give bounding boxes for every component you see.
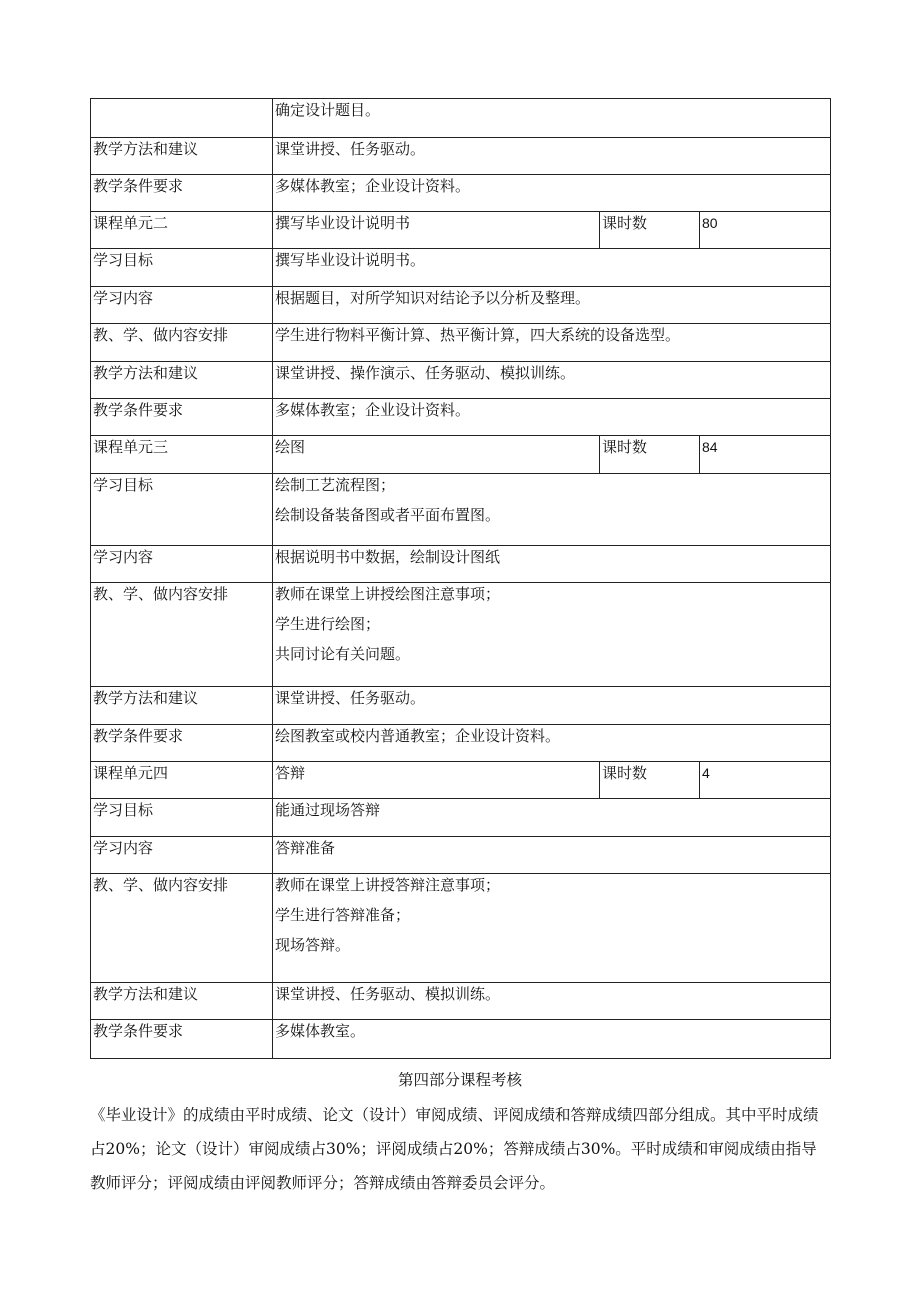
row-label: 教学条件要求	[91, 1020, 273, 1059]
row-label: 教学方法和建议	[91, 687, 273, 725]
row-label: 教学方法和建议	[91, 362, 273, 399]
row-content: 撰写毕业设计说明书。	[273, 249, 831, 287]
table-row	[91, 436, 831, 474]
table-row	[91, 175, 831, 212]
row-label: 教、学、做内容安排	[91, 874, 273, 983]
content-line: 学生进行绘图；	[275, 615, 381, 633]
table-row	[91, 138, 831, 175]
row-label	[91, 99, 273, 138]
table-row	[91, 874, 831, 983]
row-label: 教学方法和建议	[91, 983, 273, 1020]
row-label: 学习内容	[91, 287, 273, 324]
row-label: 教学条件要求	[91, 725, 273, 762]
table-row	[91, 1020, 831, 1059]
table-row	[91, 362, 831, 399]
unit-title: 课程单元四	[91, 762, 273, 799]
row-content	[273, 474, 831, 546]
table-row	[91, 249, 831, 287]
row-label: 教学方法和建议	[91, 138, 273, 175]
row-content: 确定设计题目。	[273, 99, 831, 138]
table-row	[91, 725, 831, 762]
unit-title: 课程单元二	[91, 212, 273, 249]
table-row	[91, 583, 831, 687]
table-row	[91, 99, 831, 138]
row-content: 课堂讲授、操作演示、任务驱动、模拟训练。	[273, 362, 831, 399]
table-row	[91, 837, 831, 874]
row-content: 根据题目，对所学知识对结论予以分析及整理。	[273, 287, 831, 324]
unit-title: 课程单元三	[91, 436, 273, 474]
row-content: 多媒体教室；企业设计资料。	[273, 399, 831, 436]
table-row	[91, 474, 831, 546]
row-label: 教学条件要求	[91, 175, 273, 212]
hours-value: 84	[700, 436, 831, 474]
row-content: 多媒体教室。	[273, 1020, 831, 1059]
table-row	[91, 324, 831, 362]
row-content: 课堂讲授、任务驱动。	[273, 687, 831, 725]
row-label: 教学条件要求	[91, 399, 273, 436]
row-label: 学习内容	[91, 546, 273, 583]
table-row	[91, 762, 831, 799]
row-content: 绘图教室或校内普通教室；企业设计资料。	[273, 725, 831, 762]
row-label: 学习内容	[91, 837, 273, 874]
content-line: 学生进行答辩准备；	[275, 906, 411, 924]
unit-name: 绘图	[273, 436, 600, 474]
content-line: 教师在课堂上讲授绘图注意事项；	[275, 585, 501, 603]
hours-label: 课时数	[600, 762, 700, 799]
hours-value: 80	[700, 212, 831, 249]
content-line: 绘制设备装备图或者平面布置图。	[275, 506, 501, 524]
course-table	[90, 98, 831, 1059]
row-content: 学生进行物料平衡计算、热平衡计算，四大系统的设备选型。	[273, 324, 831, 362]
row-label: 教、学、做内容安排	[91, 324, 273, 362]
content-line: 现场答辩。	[275, 936, 351, 954]
table-row	[91, 983, 831, 1020]
row-content: 能通过现场答辩	[273, 799, 831, 837]
assessment-paragraph: 《毕业设计》的成绩由平时成绩、论文（设计）审阅成绩、评阅成绩和答辩成绩四部分组成。其中平时成绩占20%；论文（设计）审阅成绩占30%；评阅成绩占20%；答辩成绩占30%。平时成绩和审阅成绩由指导教师评分；评阅成绩由评阅教师评分；答辩成绩由答辩委员会评分。	[90, 1106, 819, 1192]
content-line: 绘制工艺流程图；	[275, 476, 396, 494]
row-label: 学习目标	[91, 799, 273, 837]
row-content: 多媒体教室；企业设计资料。	[273, 175, 831, 212]
content-line: 教师在课堂上讲授答辩注意事项；	[275, 876, 501, 894]
row-content: 答辩准备	[273, 837, 831, 874]
table-row	[91, 799, 831, 837]
row-label: 教、学、做内容安排	[91, 583, 273, 687]
row-content: 课堂讲授、任务驱动。	[273, 138, 831, 175]
row-content: 根据说明书中数据，绘制设计图纸	[273, 546, 831, 583]
unit-name: 撰写毕业设计说明书	[273, 212, 600, 249]
hours-label: 课时数	[600, 436, 700, 474]
hours-value: 4	[700, 762, 831, 799]
table-row	[91, 687, 831, 725]
section-heading: 第四部分课程考核	[397, 1071, 522, 1089]
row-content	[273, 874, 831, 983]
row-label: 学习目标	[91, 474, 273, 546]
content-line: 共同讨论有关问题。	[275, 645, 411, 663]
row-label: 学习目标	[91, 249, 273, 287]
table-row	[91, 212, 831, 249]
table-row	[91, 399, 831, 436]
hours-label: 课时数	[600, 212, 700, 249]
table-row	[91, 287, 831, 324]
row-content	[273, 583, 831, 687]
unit-name: 答辩	[273, 762, 600, 799]
row-content: 课堂讲授、任务驱动、模拟训练。	[273, 983, 831, 1020]
table-row	[91, 546, 831, 583]
